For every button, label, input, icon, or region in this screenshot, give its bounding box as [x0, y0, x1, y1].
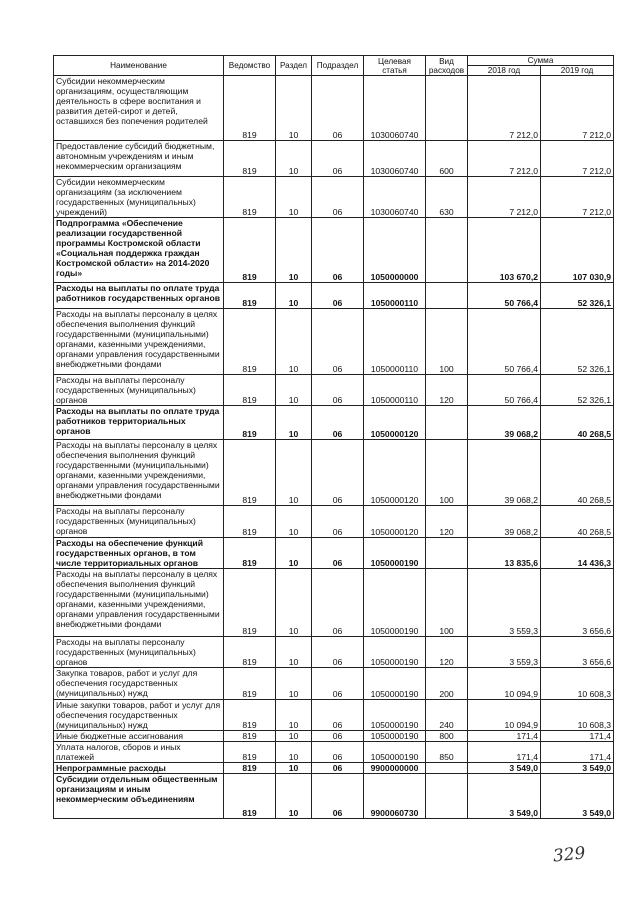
row-dept-cell: 819 [224, 742, 276, 763]
row-dept-cell: 819 [224, 763, 276, 774]
row-subsection-cell: 06 [312, 406, 364, 440]
header-target: Целевая статья [364, 56, 426, 76]
row-target-cell: 9900000000 [364, 763, 426, 774]
row-amount-2019-cell: 52 326,1 [541, 309, 614, 375]
row-name-cell: Подпрограмма «Обеспечение реализации государственной программы Костромской области «Социальная поддержка граждан Костромской области» на 2014-2020 годы» [54, 218, 224, 283]
row-dept-cell: 819 [224, 283, 276, 309]
row-target-cell: 1050000120 [364, 440, 426, 506]
row-dept-cell: 819 [224, 506, 276, 538]
row-name-cell: Расходы на выплаты персоналу государственных (муниципальных) органов [54, 506, 224, 538]
row-amount-2019-cell: 7 212,0 [541, 177, 614, 218]
header-expense-type: Вид расходов [426, 56, 468, 76]
header-subsection: Подраздел [312, 56, 364, 76]
table-row [54, 774, 614, 819]
row-dept-cell: 819 [224, 406, 276, 440]
table-row [54, 76, 614, 141]
row-name-cell: Уплата налогов, сборов и иных платежей [54, 742, 224, 763]
row-expense-type-cell: 600 [426, 141, 468, 177]
row-expense-type-cell: 100 [426, 569, 468, 637]
row-amount-2019-cell: 40 268,5 [541, 506, 614, 538]
row-target-cell: 1030060740 [364, 177, 426, 218]
row-subsection-cell: 06 [312, 763, 364, 774]
row-subsection-cell: 06 [312, 375, 364, 406]
row-name-cell: Иные бюджетные ассигнования [54, 731, 224, 742]
row-expense-type-cell [426, 538, 468, 569]
row-subsection-cell: 06 [312, 538, 364, 569]
row-section-cell: 10 [276, 637, 312, 668]
row-section-cell: 10 [276, 141, 312, 177]
row-subsection-cell: 06 [312, 700, 364, 731]
row-section-cell: 10 [276, 700, 312, 731]
row-target-cell: 1030060740 [364, 76, 426, 141]
row-target-cell: 1050000110 [364, 375, 426, 406]
row-amount-2018-cell: 3 549,0 [468, 763, 541, 774]
row-subsection-cell: 06 [312, 76, 364, 141]
row-target-cell: 9900060730 [364, 774, 426, 819]
row-name-cell: Расходы на выплаты по оплате труда работников территориальных органов [54, 406, 224, 440]
row-subsection-cell: 06 [312, 309, 364, 375]
row-subsection-cell: 06 [312, 668, 364, 700]
row-target-cell: 1050000190 [364, 569, 426, 637]
table-row [54, 569, 614, 637]
table-row [54, 375, 614, 406]
row-amount-2019-cell: 10 608,3 [541, 668, 614, 700]
row-amount-2019-cell: 52 326,1 [541, 375, 614, 406]
row-expense-type-cell [426, 218, 468, 283]
row-amount-2019-cell: 10 608,3 [541, 700, 614, 731]
row-subsection-cell: 06 [312, 506, 364, 538]
row-dept-cell: 819 [224, 731, 276, 742]
row-name-cell: Расходы на выплаты персоналу государственных (муниципальных) органов [54, 375, 224, 406]
row-section-cell: 10 [276, 538, 312, 569]
row-expense-type-cell: 100 [426, 440, 468, 506]
table-row [54, 506, 614, 538]
table-row [54, 440, 614, 506]
row-dept-cell: 819 [224, 569, 276, 637]
row-subsection-cell: 06 [312, 440, 364, 506]
row-expense-type-cell [426, 763, 468, 774]
row-amount-2018-cell: 7 212,0 [468, 177, 541, 218]
row-expense-type-cell: 630 [426, 177, 468, 218]
row-expense-type-cell [426, 406, 468, 440]
row-amount-2018-cell: 7 212,0 [468, 76, 541, 141]
header-sum: Сумма [468, 56, 614, 66]
row-name-cell: Иные закупки товаров, работ и услуг для обеспечения государственных (муниципальных) нужд [54, 700, 224, 731]
row-target-cell: 1050000190 [364, 700, 426, 731]
row-amount-2018-cell: 7 212,0 [468, 141, 541, 177]
row-name-cell: Предоставление субсидий бюджетным, автономным учреждениям и иным некоммерческим организациям [54, 141, 224, 177]
row-amount-2019-cell: 52 326,1 [541, 283, 614, 309]
row-amount-2019-cell: 171,4 [541, 731, 614, 742]
row-subsection-cell: 06 [312, 742, 364, 763]
budget-table [53, 55, 614, 819]
row-dept-cell: 819 [224, 668, 276, 700]
row-expense-type-cell [426, 774, 468, 819]
row-section-cell: 10 [276, 506, 312, 538]
row-name-cell: Непрограммные расходы [54, 763, 224, 774]
row-name-cell: Расходы на выплаты персоналу в целях обеспечения выполнения функций государственными (муниципальными) органами, казенными учреждениями, органами управления государственными внебюджетными фондами [54, 569, 224, 637]
table-row [54, 637, 614, 668]
row-section-cell: 10 [276, 742, 312, 763]
row-amount-2018-cell: 50 766,4 [468, 283, 541, 309]
row-amount-2018-cell: 171,4 [468, 742, 541, 763]
row-amount-2019-cell: 7 212,0 [541, 141, 614, 177]
row-subsection-cell: 06 [312, 218, 364, 283]
page-number: 329 [552, 843, 587, 867]
row-amount-2019-cell: 40 268,5 [541, 406, 614, 440]
row-amount-2018-cell: 39 068,2 [468, 440, 541, 506]
row-name-cell: Расходы на выплаты персоналу в целях обеспечения выполнения функций государственными (муниципальными) органами, казенными учреждениями, органами управления государственными внебюджетными фондами [54, 440, 224, 506]
row-dept-cell: 819 [224, 538, 276, 569]
row-name-cell: Расходы на выплаты персоналу государственных (муниципальных) органов [54, 637, 224, 668]
row-name-cell: Расходы на выплаты по оплате труда работников государственных органов [54, 283, 224, 309]
row-amount-2018-cell: 50 766,4 [468, 375, 541, 406]
row-amount-2018-cell: 10 094,9 [468, 700, 541, 731]
row-target-cell: 1050000190 [364, 742, 426, 763]
row-target-cell: 1050000110 [364, 283, 426, 309]
row-expense-type-cell: 850 [426, 742, 468, 763]
row-amount-2019-cell: 3 656,6 [541, 569, 614, 637]
table-row [54, 283, 614, 309]
row-amount-2019-cell: 40 268,5 [541, 440, 614, 506]
row-expense-type-cell: 120 [426, 637, 468, 668]
table-body [54, 76, 614, 819]
row-expense-type-cell [426, 76, 468, 141]
row-name-cell: Расходы на обеспечение функций государственных органов, в том числе территориальных органов [54, 538, 224, 569]
table-row [54, 731, 614, 742]
row-section-cell: 10 [276, 774, 312, 819]
header-year-2018: 2018 год [468, 66, 541, 76]
row-section-cell: 10 [276, 763, 312, 774]
row-subsection-cell: 06 [312, 569, 364, 637]
row-amount-2018-cell: 39 068,2 [468, 406, 541, 440]
row-section-cell: 10 [276, 76, 312, 141]
row-amount-2019-cell: 7 212,0 [541, 76, 614, 141]
row-amount-2018-cell: 10 094,9 [468, 668, 541, 700]
row-dept-cell: 819 [224, 218, 276, 283]
row-amount-2019-cell: 14 436,3 [541, 538, 614, 569]
row-name-cell: Субсидии отдельным общественным организациям и иным некоммерческим объединениям [54, 774, 224, 819]
row-target-cell: 1050000110 [364, 309, 426, 375]
header-name: Наименование [54, 56, 224, 76]
row-section-cell: 10 [276, 218, 312, 283]
row-dept-cell: 819 [224, 309, 276, 375]
row-subsection-cell: 06 [312, 731, 364, 742]
table-row [54, 309, 614, 375]
row-expense-type-cell: 100 [426, 309, 468, 375]
row-target-cell: 1050000190 [364, 637, 426, 668]
row-section-cell: 10 [276, 283, 312, 309]
row-amount-2018-cell: 3 549,0 [468, 774, 541, 819]
row-amount-2019-cell: 3 656,6 [541, 637, 614, 668]
header-year-2019: 2019 год [541, 66, 614, 76]
row-dept-cell: 819 [224, 177, 276, 218]
row-target-cell: 1050000120 [364, 406, 426, 440]
row-expense-type-cell: 120 [426, 375, 468, 406]
row-expense-type-cell: 800 [426, 731, 468, 742]
row-amount-2018-cell: 171,4 [468, 731, 541, 742]
row-target-cell: 1050000190 [364, 731, 426, 742]
header-section: Раздел [276, 56, 312, 76]
row-subsection-cell: 06 [312, 141, 364, 177]
row-amount-2019-cell: 171,4 [541, 742, 614, 763]
row-name-cell: Субсидии некоммерческим организациям (за исключением государственных (муниципальных) учреждений) [54, 177, 224, 218]
table-row [54, 406, 614, 440]
row-dept-cell: 819 [224, 375, 276, 406]
row-dept-cell: 819 [224, 76, 276, 141]
row-subsection-cell: 06 [312, 637, 364, 668]
row-target-cell: 1030060740 [364, 141, 426, 177]
row-target-cell: 1050000190 [364, 668, 426, 700]
row-dept-cell: 819 [224, 700, 276, 731]
table-row [54, 763, 614, 774]
row-amount-2018-cell: 3 559,3 [468, 637, 541, 668]
row-amount-2018-cell: 103 670,2 [468, 218, 541, 283]
row-amount-2018-cell: 13 835,6 [468, 538, 541, 569]
row-target-cell: 1050000120 [364, 506, 426, 538]
row-name-cell: Субсидии некоммерческим организациям, осуществляющим деятельность в сфере воспитания и развития детей-сирот и детей, оставшихся без попечения родителей [54, 76, 224, 141]
row-section-cell: 10 [276, 406, 312, 440]
table-row [54, 700, 614, 731]
row-dept-cell: 819 [224, 141, 276, 177]
row-subsection-cell: 06 [312, 283, 364, 309]
row-amount-2019-cell: 3 549,0 [541, 763, 614, 774]
row-section-cell: 10 [276, 569, 312, 637]
table-row [54, 177, 614, 218]
row-dept-cell: 819 [224, 440, 276, 506]
row-target-cell: 1050000190 [364, 538, 426, 569]
row-expense-type-cell: 240 [426, 700, 468, 731]
row-section-cell: 10 [276, 440, 312, 506]
row-amount-2019-cell: 3 549,0 [541, 774, 614, 819]
row-dept-cell: 819 [224, 774, 276, 819]
row-expense-type-cell: 120 [426, 506, 468, 538]
table-row [54, 538, 614, 569]
row-amount-2019-cell: 107 030,9 [541, 218, 614, 283]
row-expense-type-cell [426, 283, 468, 309]
row-section-cell: 10 [276, 731, 312, 742]
row-name-cell: Расходы на выплаты персоналу в целях обеспечения выполнения функций государственными (муниципальными) органами, казенными учреждениями, органами управления государственными внебюджетными фондами [54, 309, 224, 375]
row-amount-2018-cell: 50 766,4 [468, 309, 541, 375]
row-dept-cell: 819 [224, 637, 276, 668]
row-section-cell: 10 [276, 177, 312, 218]
row-name-cell: Закупка товаров, работ и услуг для обеспечения государственных (муниципальных) нужд [54, 668, 224, 700]
row-section-cell: 10 [276, 375, 312, 406]
row-amount-2018-cell: 3 559,3 [468, 569, 541, 637]
row-section-cell: 10 [276, 309, 312, 375]
table-row [54, 742, 614, 763]
table-row [54, 668, 614, 700]
row-subsection-cell: 06 [312, 177, 364, 218]
row-section-cell: 10 [276, 668, 312, 700]
header-dept: Ведомство [224, 56, 276, 76]
table-row [54, 218, 614, 283]
row-subsection-cell: 06 [312, 774, 364, 819]
row-target-cell: 1050000000 [364, 218, 426, 283]
row-expense-type-cell: 200 [426, 668, 468, 700]
table-row [54, 141, 614, 177]
row-amount-2018-cell: 39 068,2 [468, 506, 541, 538]
